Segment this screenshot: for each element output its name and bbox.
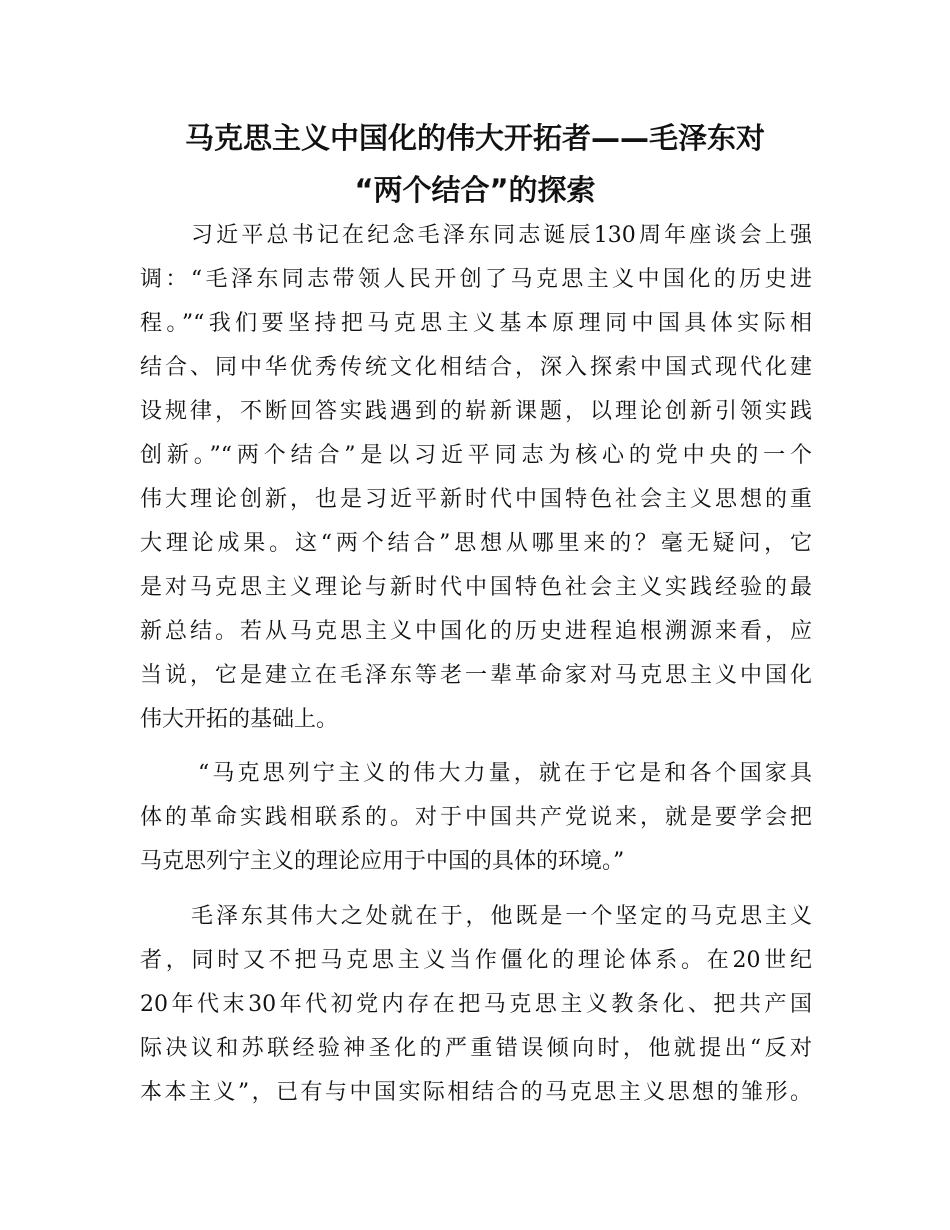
title-line: “两个结合”的探索	[354, 173, 596, 207]
document-body	[140, 214, 812, 1115]
text-line: 创新。”“两个结合”是以习近平同志为核心的党中央的一个	[140, 443, 812, 468]
document-title	[140, 112, 810, 216]
paragraph-2	[140, 752, 812, 884]
paragraph-1	[140, 214, 812, 742]
paragraph-3	[140, 895, 812, 1115]
text-line: 习近平总书记在纪念毛泽东同志诞辰130周年座谈会上强	[191, 223, 812, 248]
text-line: 毛泽东其伟大之处就在于，他既是一个坚定的马克思主义	[191, 904, 812, 929]
text-line: 马克思列宁主义的理论应用于中国的具体的环境。”	[140, 849, 625, 874]
text-line: 新总结。若从马克思主义中国化的历史进程追根溯源来看，应	[140, 619, 812, 644]
text-line: 结合、同中华优秀传统文化相结合，深入探索中国式现代化建	[140, 355, 812, 380]
text-line: 当说，它是建立在毛泽东等老一辈革命家对马克思主义中国化	[140, 663, 812, 688]
text-line: 设规律，不断回答实践遇到的崭新课题，以理论创新引领实践	[140, 399, 812, 424]
text-line: 程。”“我们要坚持把马克思主义基本原理同中国具体实际相	[140, 311, 812, 336]
text-line: 伟大开拓的基础上。	[140, 707, 339, 732]
text-line: 本本主义”，已有与中国实际相结合的马克思主义思想的雏形。	[140, 1080, 812, 1105]
text-line: “马克思列宁主义的伟大力量，就在于它是和各个国家具	[198, 761, 812, 786]
text-line: 者，同时又不把马克思主义当作僵化的理论体系。在20世纪	[140, 948, 812, 973]
text-line: 际决议和苏联经验神圣化的严重错误倾向时，他就提出“反对	[140, 1036, 812, 1061]
text-line: 调：“毛泽东同志带领人民开创了马克思主义中国化的历史进	[140, 267, 812, 292]
text-line: 是对马克思主义理论与新时代中国特色社会主义实践经验的最	[140, 575, 812, 600]
text-line: 20年代末30年代初党内存在把马克思主义教条化、把共产国	[140, 992, 812, 1017]
text-line: 伟大理论创新，也是习近平新时代中国特色社会主义思想的重	[140, 487, 812, 512]
title-line: 马克思主义中国化的伟大开拓者——毛泽东对	[184, 121, 765, 155]
text-line: 大理论成果。这“两个结合”思想从哪里来的？毫无疑问，它	[140, 531, 812, 556]
text-line: 体的革命实践相联系的。对于中国共产党说来，就是要学会把	[140, 805, 812, 830]
